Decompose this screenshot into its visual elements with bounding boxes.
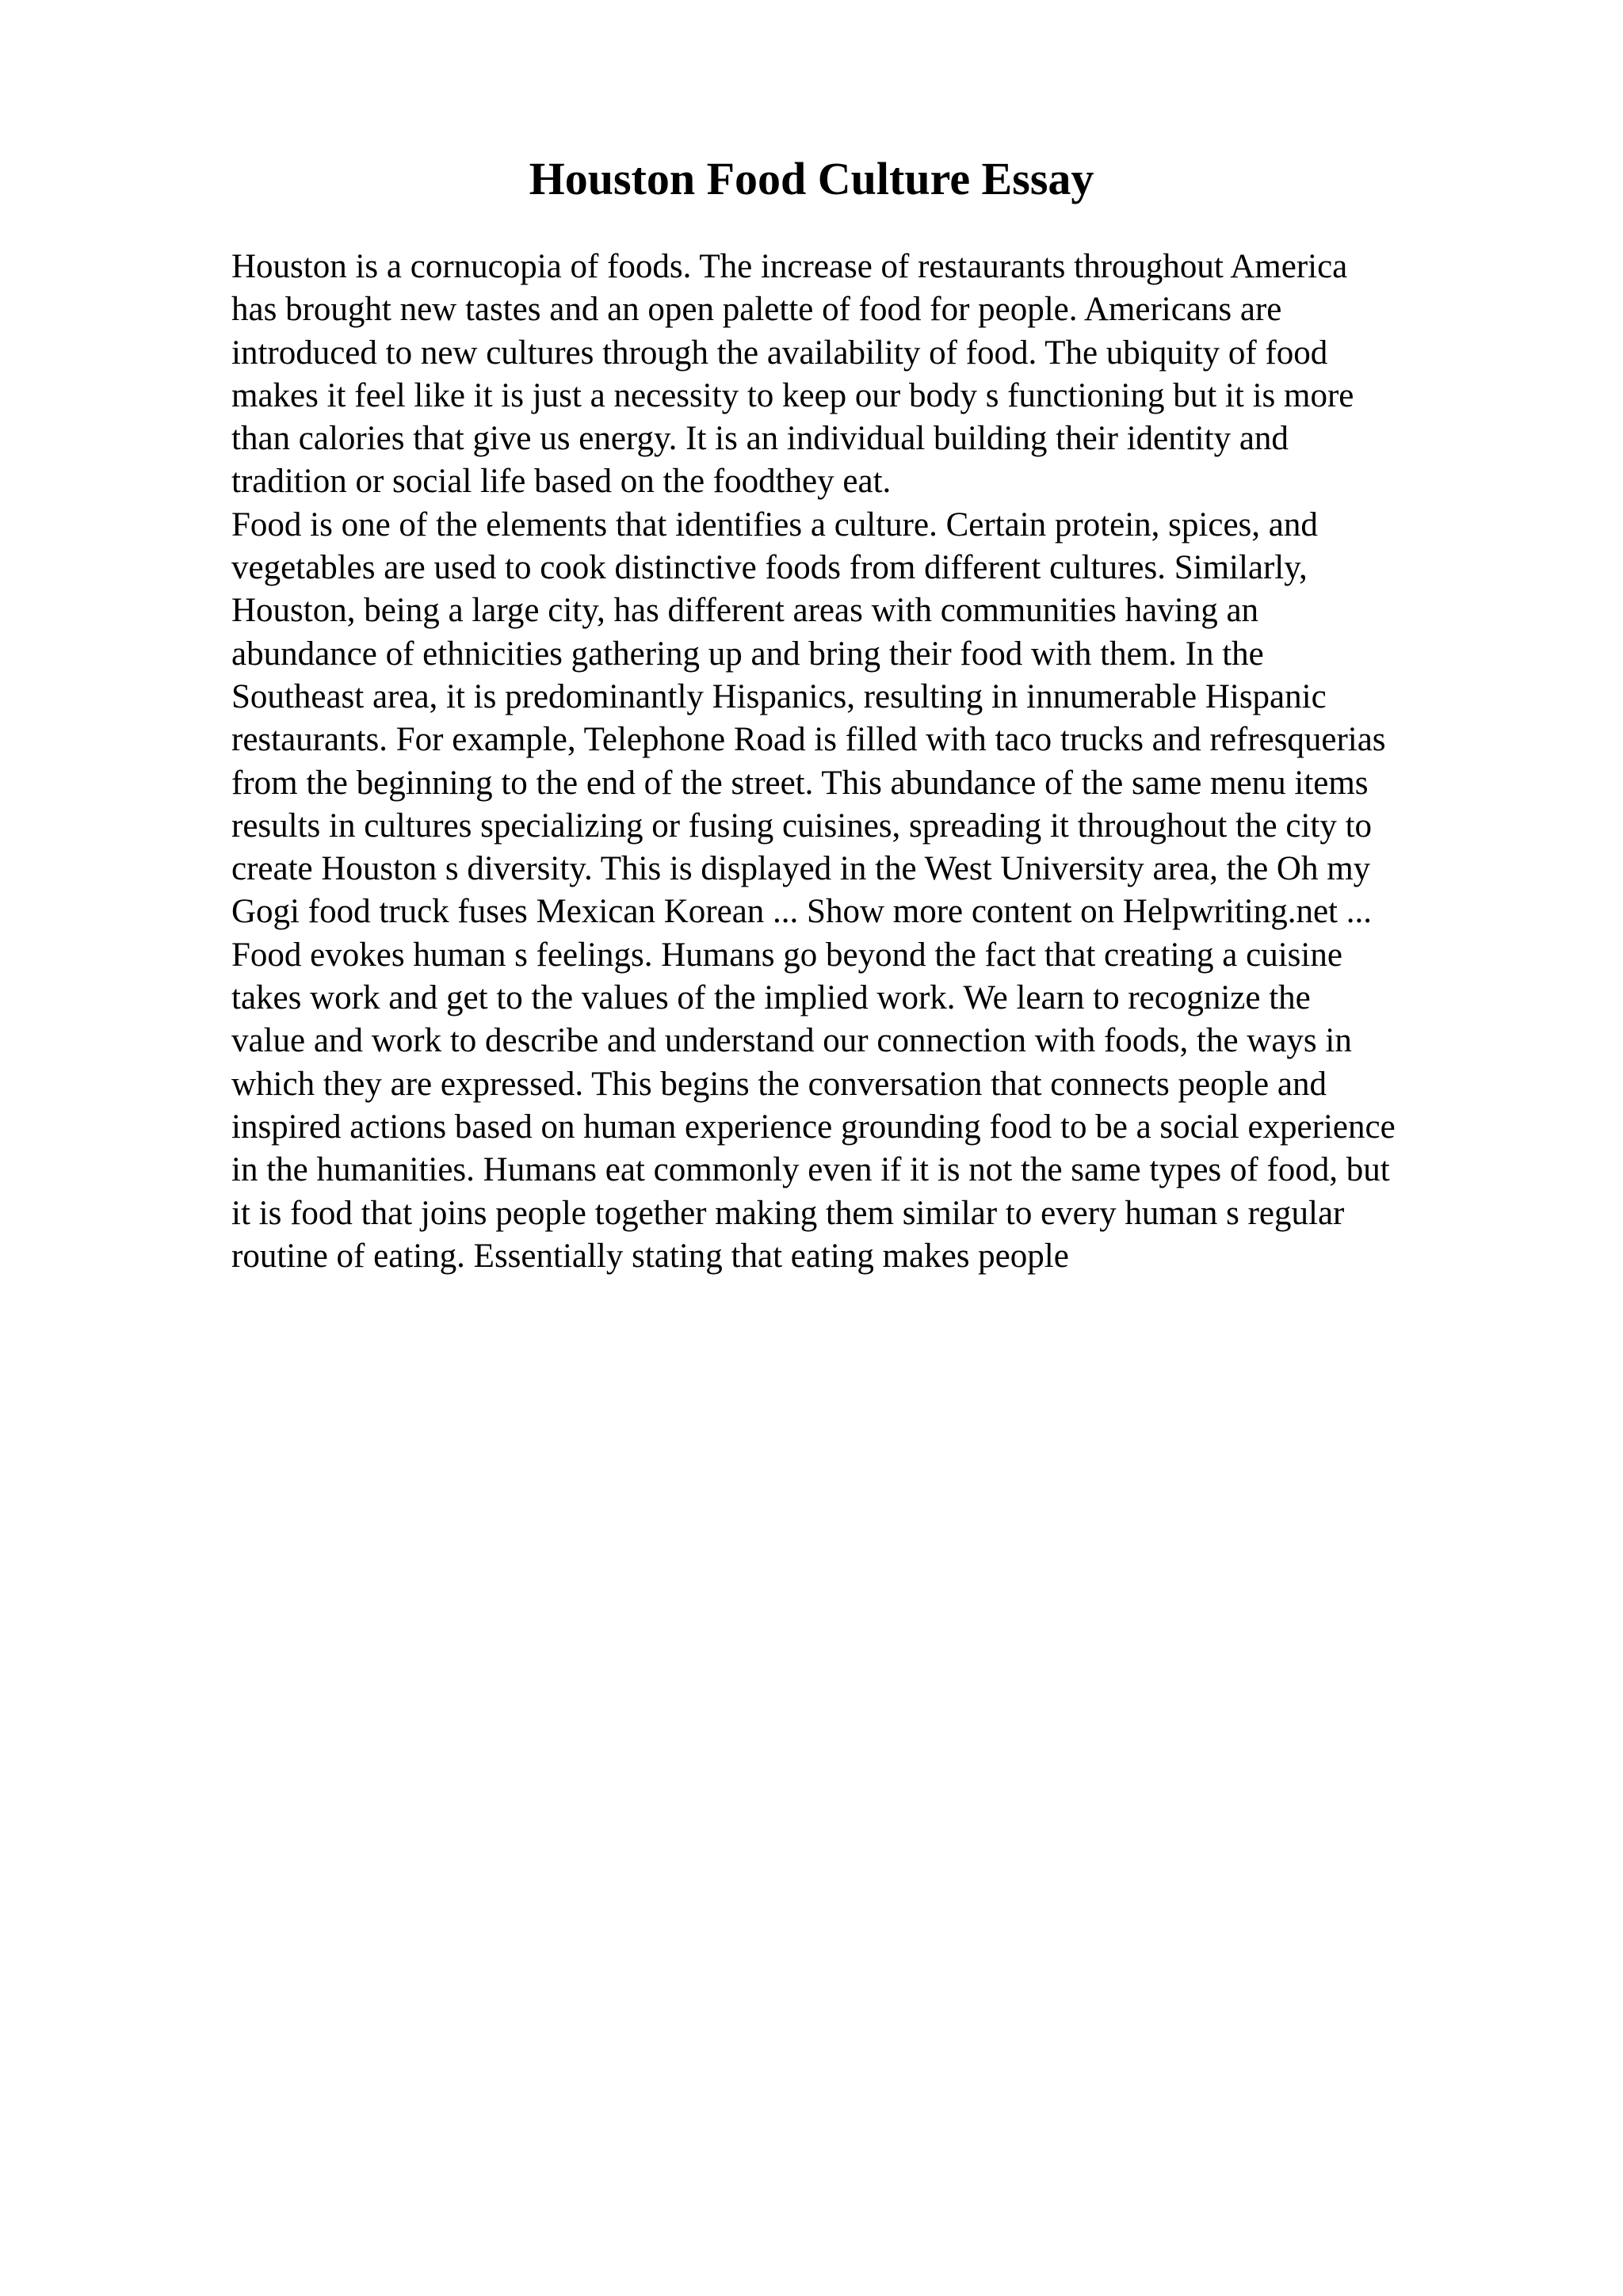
text-line: routine of eating. Essentially stating that eating makes people <box>231 1237 1069 1275</box>
text-line: from the beginning to the end of the street. This abundance of the same menu items <box>231 764 1369 802</box>
text-line: restaurants. For example, Telephone Road is filled with taco trucks and refresquerias <box>231 721 1386 759</box>
text-line: value and work to describe and understand our connection with foods, the ways in <box>231 1022 1352 1060</box>
document-title: Houston Food Culture Essay <box>529 153 1094 204</box>
text-line: has brought new tastes and an open palette of food for people. Americans are <box>231 291 1282 329</box>
text-line: abundance of ethnicities gathering up and bring their food with them. In the <box>231 635 1264 673</box>
text-line: Gogi food truck fuses Mexican Korean ... Show more content on Helpwriting.net ... <box>231 893 1372 931</box>
text-line: Houston, being a large city, has different areas with communities having an <box>231 592 1259 630</box>
essay-body <box>231 246 1547 1278</box>
text-line: takes work and get to the values of the implied work. We learn to recognize the <box>231 979 1311 1017</box>
text-line: than calories that give us energy. It is an individual building their identity and <box>231 420 1289 458</box>
text-line: vegetables are used to cook distinctive foods from different cultures. Similarly, <box>231 549 1308 587</box>
text-line: tradition or social life based on the foodthey eat. <box>231 463 892 501</box>
text-line: it is food that joins people together making them similar to every human s regular <box>231 1194 1345 1232</box>
text-line: Food is one of the elements that identifies a culture. Certain protein, spices, and <box>231 505 1318 543</box>
text-line: makes it feel like it is just a necessity to keep our body s functioning but it is more <box>231 376 1354 414</box>
text-line: which they are expressed. This begins the conversation that connects people and <box>231 1065 1327 1103</box>
text-line: results in cultures specializing or fusing cuisines, spreading it throughout the city to <box>231 807 1373 845</box>
text-line: Food evokes human s feelings. Humans go beyond the fact that creating a cuisine <box>231 936 1342 974</box>
text-line: in the humanities. Humans eat commonly even if it is not the same types of food, but <box>231 1151 1390 1189</box>
text-line: introduced to new cultures through the availability of food. The ubiquity of food <box>231 334 1328 372</box>
text-line: Southeast area, it is predominantly Hispanics, resulting in innumerable Hispanic <box>231 677 1327 715</box>
text-line: create Houston s diversity. This is displayed in the West University area, the Oh my <box>231 850 1371 888</box>
text-line: inspired actions based on human experience grounding food to be a social experience <box>231 1108 1396 1146</box>
text-line: Houston is a cornucopia of foods. The increase of restaurants throughout America <box>231 248 1348 285</box>
